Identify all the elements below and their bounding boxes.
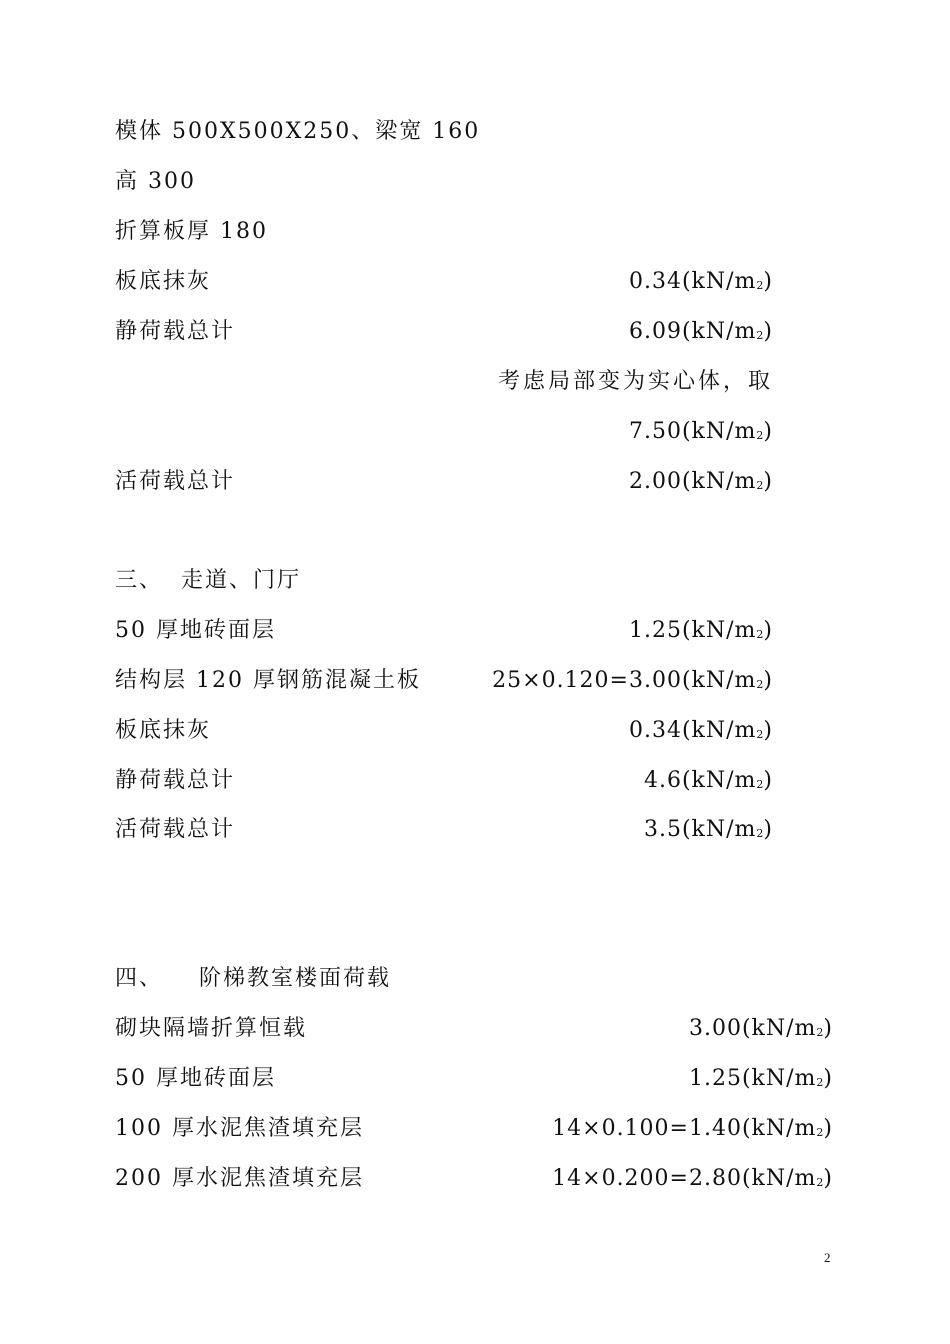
line-value: $0.34(kN/m_2)$ — [628, 269, 773, 294]
line-label: 100 厚水泥焦渣填充层 — [115, 1116, 364, 1141]
heading-text: 三、 走道、门厅 — [115, 568, 301, 593]
section-heading — [115, 566, 773, 596]
line-value: $2.00(kN/m_2)$ — [628, 469, 773, 494]
line-plaster — [115, 267, 773, 297]
line-value: $25\times 0.120=3.00(kN/m_2)$ — [492, 668, 773, 693]
line-value: $14\times 0.200=2.80(kN/m_2)$ — [552, 1166, 833, 1191]
line-value: $7.50(kN/m_2)$ — [628, 419, 773, 444]
line-value: $1.25(kN/m_2)$ — [688, 1066, 833, 1091]
line-mold-spec — [115, 117, 773, 147]
line-value: $0.34(kN/m_2)$ — [628, 718, 773, 743]
line-label: 砌块隔墙折算恒载 — [115, 1016, 308, 1041]
line-dead-load-total — [115, 317, 773, 347]
line-value: $1.25(kN/m_2)$ — [628, 618, 773, 643]
line-label: 模体 500X500X250、梁宽 160 — [115, 119, 481, 144]
section-heading — [115, 964, 833, 994]
line-floor-tile — [115, 616, 773, 646]
line-slag-fill-200 — [115, 1164, 833, 1194]
line-label: 高 300 — [115, 169, 196, 194]
line-floor-tile — [115, 1064, 833, 1094]
line-value: $6.09(kN/m_2)$ — [628, 319, 773, 344]
line-label: 折算板厚 180 — [115, 219, 268, 244]
line-structural-slab — [115, 666, 773, 696]
line-value: $14\times 0.100=1.40(kN/m_2)$ — [552, 1116, 833, 1141]
line-slag-fill-100 — [115, 1114, 833, 1144]
line-plaster — [115, 716, 773, 746]
line-label: 板底抹灰 — [115, 718, 212, 743]
line-value: $4.6(kN/m_2)$ — [643, 768, 773, 793]
line-label: 50 厚地砖面层 — [115, 1066, 276, 1091]
heading-text: 四、 阶梯教室楼面荷载 — [115, 966, 391, 991]
line-partition-wall — [115, 1014, 833, 1044]
line-label: 结构层 120 厚钢筋混凝土板 — [115, 668, 421, 693]
line-adopted-value — [115, 417, 773, 447]
line-live-load-total — [115, 467, 773, 497]
line-label: 活荷载总计 — [115, 817, 236, 842]
line-value: $3.00(kN/m_2)$ — [688, 1016, 833, 1041]
line-height — [115, 167, 773, 197]
line-label: 200 厚水泥焦渣填充层 — [115, 1166, 364, 1191]
line-label: 静荷载总计 — [115, 319, 236, 344]
line-live-load-total — [115, 815, 773, 845]
line-solid-note — [115, 367, 773, 397]
page-number: 2 — [824, 1250, 831, 1265]
line-label: 50 厚地砖面层 — [115, 618, 276, 643]
line-equivalent-thickness — [115, 217, 773, 247]
line-label: 板底抹灰 — [115, 269, 212, 294]
line-dead-load-total — [115, 766, 773, 796]
line-label: 活荷载总计 — [115, 469, 236, 494]
line-note: 考虑局部变为实心体，取 — [497, 369, 773, 394]
line-value: $3.5(kN/m_2)$ — [643, 817, 773, 842]
line-label: 静荷载总计 — [115, 768, 236, 793]
